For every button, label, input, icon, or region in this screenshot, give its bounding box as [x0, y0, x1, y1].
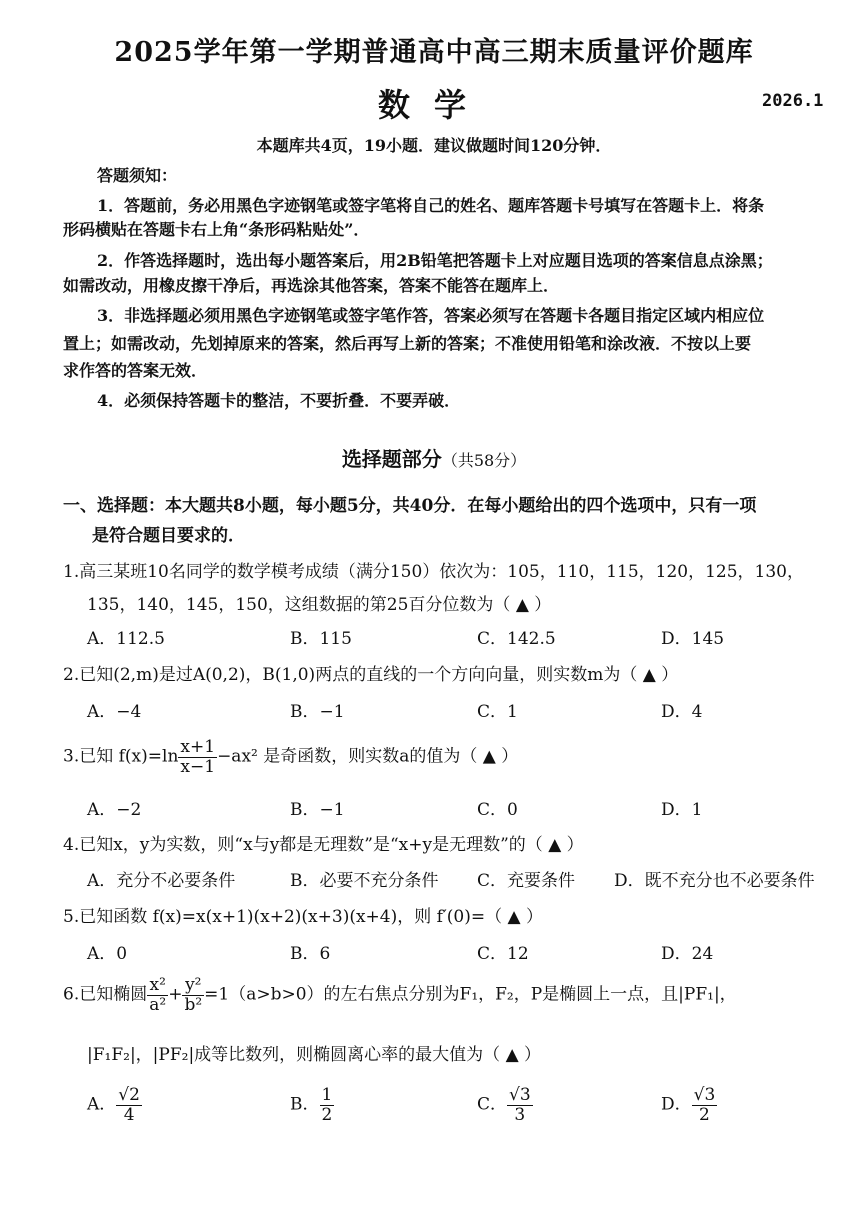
q1-option-d: D．145	[661, 629, 725, 649]
q6-option-b-fraction	[320, 1086, 335, 1124]
q1-option-a: A．112.5	[87, 629, 165, 649]
question-5: 5.已知函数 f(x)=x(x+1)(x+2)(x+3)(x+4)，则 f′(0)=（ ▲ ）	[63, 907, 544, 927]
q6-option-a-label: A．	[87, 1094, 117, 1115]
q3-option-b: B．−1	[290, 800, 345, 820]
q5-option-a: A．0	[87, 944, 128, 964]
instruction-3-line-2: 置上；如需改动，先划掉原来的答案，然后再写上新的答案；不准使用铅笔和涂改液．不按以上要	[63, 334, 752, 353]
q2-option-a: A．−4	[87, 702, 142, 722]
q6-denominator-2: b²	[184, 994, 203, 1015]
instruction-4: 4．必须保持答题卡的整洁，不要折叠．不要弄破．	[97, 391, 461, 410]
q6-prefix: 6.已知椭圆	[63, 984, 148, 1005]
question-2: 2.已知(2,m)是过A(0,2)，B(1,0)两点的直线的一个方向向量，则实数m为（ ▲ ）	[63, 665, 679, 685]
question-1-line-1: 1.高三某班10名同学的数学模考成绩（满分150）依次为：105，110，115，120，125，130，	[63, 562, 804, 582]
q4-option-b: B．必要不充分条件	[290, 871, 439, 891]
question-6-line-2: |F₁F₂|，|PF₂|成等比数列，则椭圆离心率的最大值为（ ▲ ）	[87, 1045, 542, 1065]
question-4: 4.已知x，y为实数，则“x与y都是无理数”是“x+y是无理数”的（ ▲ ）	[63, 835, 584, 855]
q3-denominator: x−1	[180, 756, 216, 777]
q6-option-d-fraction	[692, 1086, 718, 1124]
q5-option-b: B．6	[290, 944, 331, 964]
exam-info: 本题库共4页，19小题．建议做题时间120分钟．	[256, 136, 612, 155]
q6-fraction-2	[182, 976, 204, 1014]
section-title-text: 选择题部分	[341, 447, 442, 471]
q3-suffix: −ax² 是奇函数，则实数a的值为（ ▲ ）	[217, 746, 519, 767]
subject-title: 数学	[377, 86, 490, 124]
q6-option-c-numerator: √3	[509, 1085, 531, 1105]
q6-option-a-numerator: √2	[118, 1085, 140, 1105]
q6-numerator-2: y²	[182, 976, 204, 996]
q6-option-b	[290, 1086, 334, 1124]
q2-option-c: C．1	[477, 702, 518, 722]
q6-option-a-denominator: 4	[123, 1104, 135, 1125]
q6-option-a-fraction	[116, 1086, 142, 1124]
instruction-1-line-1: 1．答题前，务必用黑色字迹钢笔或签字笔将自己的姓名、题库答题卡号填写在答题卡上．将条	[97, 196, 765, 215]
q1-option-b: B．115	[290, 629, 352, 649]
q6-suffix: =1（a>b>0）的左右焦点分别为F₁，F₂，P是椭圆上一点，且|PF₁|，	[204, 984, 737, 1005]
q6-option-c-label: C．	[477, 1094, 508, 1115]
section-points: （共58分）	[441, 451, 527, 470]
part-heading-line-2: 是符合题目要求的．	[92, 526, 245, 546]
q3-fraction	[178, 738, 217, 776]
q6-fraction-1	[147, 976, 168, 1014]
q6-numerator-1: x²	[147, 976, 168, 996]
q6-plus: +	[168, 984, 183, 1005]
instruction-3-line-3: 求作答的答案无效．	[63, 361, 208, 380]
q3-option-c: C．0	[477, 800, 518, 820]
q6-option-b-numerator: 1	[321, 1085, 333, 1105]
q5-option-d: D．24	[661, 944, 714, 964]
q3-prefix: 3.已知 f(x)=ln	[63, 746, 179, 767]
q4-option-c: C．充要条件	[477, 871, 576, 891]
exam-title: 2025学年第一学期普通高中高三期末质量评价题库	[114, 37, 754, 68]
q6-option-d-numerator: √3	[693, 1085, 716, 1105]
q6-option-c-denominator: 3	[514, 1104, 526, 1125]
q6-option-b-label: B．	[290, 1094, 320, 1115]
q2-option-b: B．−1	[290, 702, 345, 722]
q6-option-d-label: D．	[661, 1094, 692, 1115]
q6-denominator-1: a²	[149, 994, 167, 1015]
instruction-2-line-1: 2．作答选择题时，选出每小题答案后，用2B铅笔把答题卡上对应题目选项的答案信息点涂黑；	[97, 251, 773, 270]
q3-option-d: D．1	[661, 800, 703, 820]
question-6-line-1	[63, 976, 737, 1014]
q6-option-c	[477, 1086, 533, 1124]
question-3	[63, 738, 518, 776]
q3-numerator: x+1	[180, 737, 216, 757]
q1-option-c: C．142.5	[477, 629, 556, 649]
q2-option-d: D．4	[661, 702, 703, 722]
exam-date: 2026.1	[762, 91, 824, 111]
q5-option-c: C．12	[477, 944, 529, 964]
instruction-1-line-2: 形码横贴在答题卡右上角“条形码粘贴处”．	[63, 220, 370, 239]
instruction-2-line-2: 如需改动，用橡皮擦干净后，再选涂其他答案，答案不能答在题库上．	[63, 276, 560, 295]
q6-option-d	[661, 1086, 717, 1124]
q4-option-a: A．充分不必要条件	[87, 871, 236, 891]
q6-option-b-denominator: 2	[321, 1104, 333, 1125]
q6-option-c-fraction	[507, 1086, 533, 1124]
question-1-line-2: 135，140，145，150，这组数据的第25百分位数为（ ▲ ）	[87, 595, 552, 615]
instructions-heading: 答题须知：	[97, 166, 178, 185]
q4-option-d: D．既不充分也不必要条件	[614, 871, 815, 891]
section-title	[0, 443, 868, 472]
q6-option-a	[87, 1086, 142, 1124]
instruction-3-line-1: 3．非选择题必须用黑色字迹钢笔或签字笔作答，答案必须写在答题卡各题目指定区域内相应位	[97, 306, 765, 325]
q3-option-a: A．−2	[87, 800, 142, 820]
q6-option-d-denominator: 2	[699, 1104, 710, 1125]
part-heading-line-1: 一、选择题：本大题共8小题，每小题5分，共40分．在每小题给出的四个选项中，只有一项	[63, 496, 757, 516]
